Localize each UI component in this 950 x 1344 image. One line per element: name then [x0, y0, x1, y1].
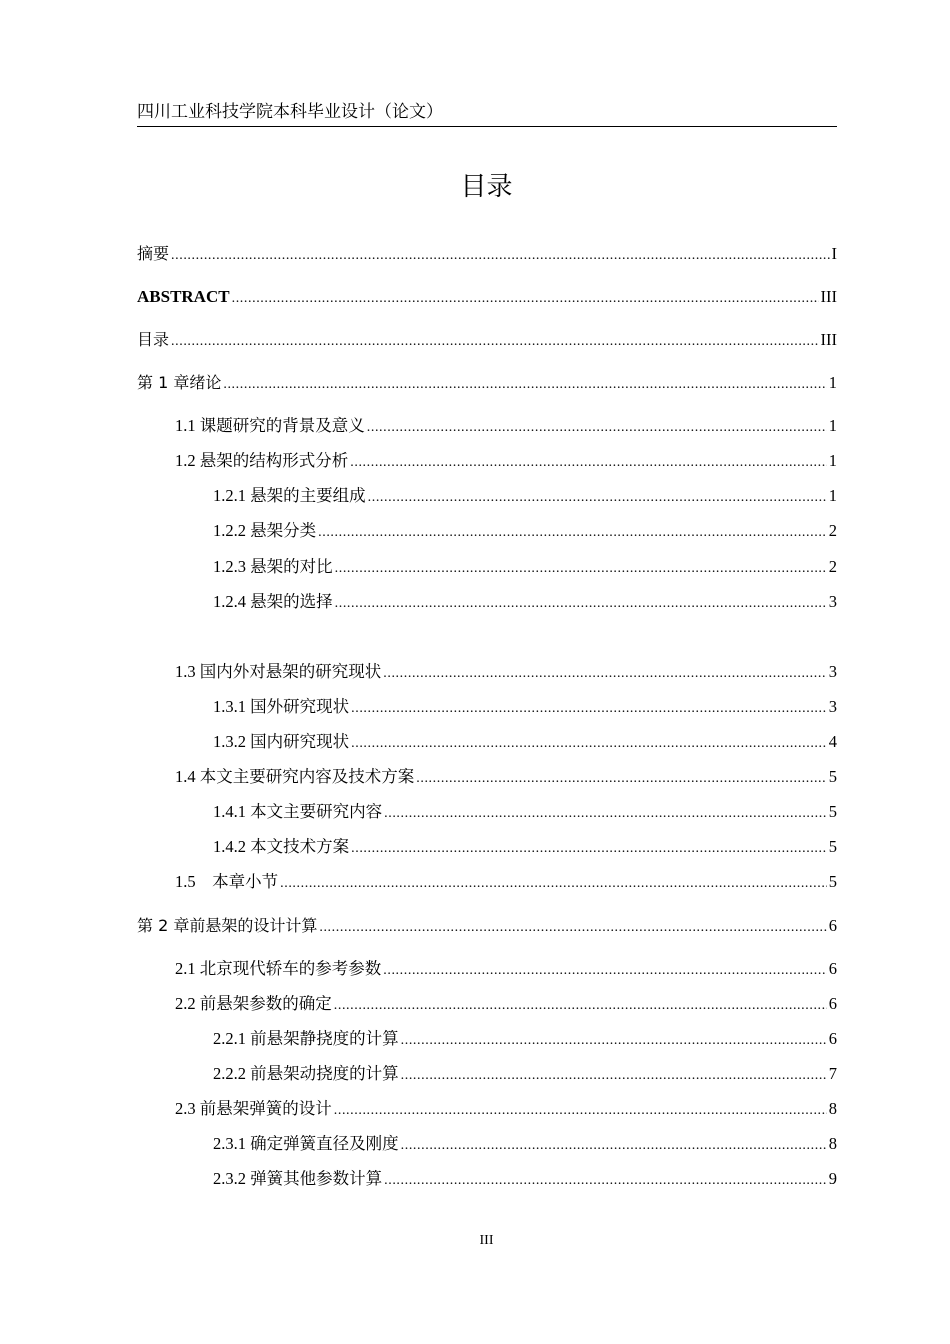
toc-entry-page: III: [820, 330, 837, 349]
toc-entry-page: 3: [828, 697, 837, 716]
toc-entry[interactable]: [175, 449, 837, 473]
toc-entry-label: 第 1 章绪论: [137, 373, 222, 392]
toc-entry[interactable]: [137, 328, 837, 352]
toc-entry-page: 1: [828, 416, 837, 435]
toc-entry-label: 1.2.1 悬架的主要组成: [213, 486, 366, 505]
toc-leader-dots: [171, 244, 829, 268]
toc-entry[interactable]: [213, 1062, 837, 1086]
toc-entry-label: 2.3 前悬架弹簧的设计: [175, 1099, 332, 1118]
toc-entry[interactable]: [213, 519, 837, 543]
header-text: 四川工业科技学院本科毕业设计（论文）: [137, 102, 443, 122]
toc-leader-dots: [401, 1134, 827, 1158]
toc-entry-label: 2.2.2 前悬架动挠度的计算: [213, 1064, 399, 1083]
toc-entry[interactable]: [213, 1027, 837, 1051]
toc-entry-page: 3: [828, 662, 837, 681]
toc-entry-label: 1.3.2 国内研究现状: [213, 732, 350, 751]
toc-entry-label: 1.4.2 本文技术方案: [213, 837, 350, 856]
toc-entry-page: 4: [828, 732, 837, 751]
toc-entry-page: 5: [828, 837, 837, 856]
toc-entry-label: 2.2.1 前悬架静挠度的计算: [213, 1029, 399, 1048]
toc-leader-dots: [335, 557, 827, 581]
toc-entry[interactable]: [137, 242, 837, 266]
toc-entry-page: 8: [828, 1099, 837, 1118]
toc-entry-page: 8: [828, 1134, 837, 1153]
toc-leader-dots: [334, 1099, 827, 1123]
toc-leader-dots: [416, 767, 827, 791]
toc-entry[interactable]: [213, 555, 837, 579]
toc-leader-dots: [319, 916, 826, 940]
toc-leader-dots: [367, 416, 827, 440]
toc-entry[interactable]: [213, 590, 837, 614]
toc-entry-label: 2.2 前悬架参数的确定: [175, 994, 332, 1013]
toc-entry-page: 2: [828, 521, 837, 540]
toc-entry-label: 1.2.4 悬架的选择: [213, 592, 333, 611]
toc-entry[interactable]: [175, 992, 837, 1016]
toc-title: 目录: [460, 172, 513, 202]
toc-entry-page: 6: [828, 994, 837, 1013]
toc-leader-dots: [351, 732, 827, 756]
toc-leader-dots: [280, 872, 827, 896]
toc-entry-label: 1.2.3 悬架的对比: [213, 557, 333, 576]
toc-leader-dots: [351, 697, 827, 721]
toc-entry[interactable]: [175, 957, 837, 981]
toc-leader-dots: [171, 330, 819, 354]
toc-entry-page: 3: [828, 592, 837, 611]
toc-entry-page: III: [820, 287, 837, 306]
toc-entry[interactable]: [137, 914, 837, 938]
toc-entry-label: 1.2 悬架的结构形式分析: [175, 451, 349, 470]
toc-entry[interactable]: [213, 730, 837, 754]
toc-entry-label: 摘要: [137, 244, 170, 263]
toc-entry-label: ABSTRACT: [137, 287, 230, 306]
toc-entry-page: 7: [828, 1064, 837, 1083]
toc-entry-page: 5: [828, 767, 837, 786]
toc-entry-page: 5: [828, 802, 837, 821]
toc-leader-dots: [401, 1029, 827, 1053]
page-number: III: [479, 1233, 494, 1248]
toc-leader-dots: [350, 451, 827, 475]
toc-entry[interactable]: [213, 800, 837, 824]
toc-entry-page: 5: [828, 872, 837, 891]
toc-leader-dots: [384, 1169, 827, 1193]
toc-entry-label: 1.3 国内外对悬架的研究现状: [175, 662, 382, 681]
toc-entry-page: 6: [828, 916, 837, 935]
toc-leader-dots: [223, 373, 826, 397]
toc-leader-dots: [401, 1064, 827, 1088]
toc-entry-label: 2.1 北京现代轿车的参考参数: [175, 959, 382, 978]
toc-entry-page: 6: [828, 1029, 837, 1048]
toc-entry-page: 1: [828, 486, 837, 505]
toc-entry[interactable]: [175, 660, 837, 684]
toc-entry-label: 目录: [137, 330, 170, 349]
toc-entry-label: 1.1 课题研究的背景及意义: [175, 416, 365, 435]
toc-entry-label: 2.3.1 确定弹簧直径及刚度: [213, 1134, 399, 1153]
toc-leader-dots: [383, 662, 827, 686]
toc-leader-dots: [334, 994, 827, 1018]
toc-entry[interactable]: [175, 414, 837, 438]
toc-entry-label: 2.3.2 弹簧其他参数计算: [213, 1169, 383, 1188]
toc-leader-dots: [232, 287, 819, 311]
toc-entry-label: 1.4 本文主要研究内容及技术方案: [175, 767, 415, 786]
toc-entry[interactable]: [213, 484, 837, 508]
toc-entry-page: I: [831, 244, 837, 263]
toc-entry[interactable]: [137, 285, 837, 309]
toc-entry-page: 9: [828, 1169, 837, 1188]
toc-entry-label: 1.4.1 本文主要研究内容: [213, 802, 383, 821]
toc-leader-dots: [318, 521, 827, 545]
toc-entry[interactable]: [213, 1167, 837, 1191]
toc-entry-label: 1.3.1 国外研究现状: [213, 697, 350, 716]
toc-leader-dots: [335, 592, 827, 616]
toc-entry[interactable]: [137, 371, 837, 395]
toc-leader-dots: [351, 837, 827, 861]
toc-entry[interactable]: [213, 695, 837, 719]
toc-entry[interactable]: [175, 765, 837, 789]
toc-entry[interactable]: [213, 835, 837, 859]
toc-entry-page: 6: [828, 959, 837, 978]
toc-entry[interactable]: [175, 870, 837, 894]
toc-entry-page: 2: [828, 557, 837, 576]
toc-entry-page: 1: [828, 451, 837, 470]
toc-entry-page: 1: [828, 373, 837, 392]
toc-entry[interactable]: [213, 1132, 837, 1156]
toc-leader-dots: [383, 959, 827, 983]
toc-entry-label: 1.2.2 悬架分类: [213, 521, 317, 540]
page-header: [137, 100, 837, 127]
toc-entry-label: 第 2 章前悬架的设计计算: [137, 916, 318, 935]
toc-entry-label: 1.5 本章小节: [175, 872, 279, 891]
toc-entry[interactable]: [175, 1097, 837, 1121]
toc-leader-dots: [368, 486, 827, 510]
toc-leader-dots: [384, 802, 827, 826]
